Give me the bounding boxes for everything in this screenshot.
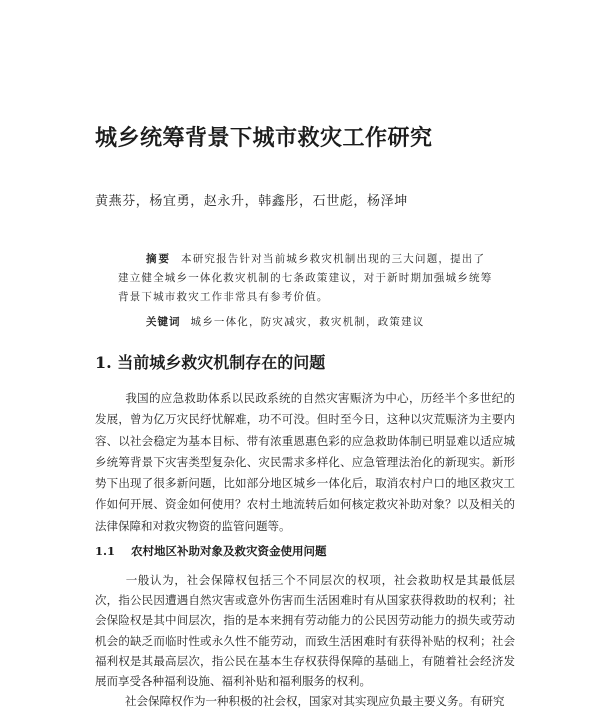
keywords-text: 城乡一体化，防灾减灾，救灾机制，政策建议	[190, 316, 425, 328]
keywords	[146, 314, 425, 329]
keywords-label: 关键词	[146, 316, 181, 328]
section-1-1-heading	[95, 543, 327, 559]
paper-title: 城乡统筹背景下城市救灾工作研究	[95, 125, 433, 151]
abstract-text: 本研究报告针对当前城乡救灾机制出现的三大问题，提出了建立健全城乡一体化救灾机制的七条政策建议，对于新时期加强城乡统筹背景下城市救灾工作非常具有参考价值。	[118, 253, 493, 303]
abstract	[118, 250, 496, 307]
section-1-1-paragraph	[95, 570, 515, 711]
author-list: 黄燕芬，杨宜勇，赵永升，韩鑫彤，石世彪，杨泽坤	[95, 194, 408, 209]
section-1-1-text-2: 社会保障权作为一种积极的社会权，国家对其实现应负最主要义务。有研究	[125, 694, 505, 709]
section-1-paragraph	[95, 388, 515, 537]
abstract-label: 摘要	[146, 253, 171, 265]
section-1-1-title: 农村地区补助对象及救灾资金使用问题	[131, 544, 327, 558]
section-1-1-text: 一般认为，社会保障权包括三个不同层次的权项，社会救助权是其最低层次，指公民因遭遇自然灾害或意外伤害而生活困难时有从国家获得救助的权利；社会保险权是其中间层次，指的是本来拥有劳动能力的公民因劳动能力的损失或劳动机会的缺乏而临时性或永久性不能劳动，而致生活困难时有获得补贴的权利；社会福利权是其最高层次，指公民在基本生存权获得保障的基础上，有随着社会经济发展而享受各种福利设施、福利补贴和福利服务的权利。	[95, 573, 515, 689]
section-1-heading: 1. 当前城乡救灾机制存在的问题	[95, 353, 326, 372]
section-1-1-number: 1.1	[95, 544, 116, 558]
section-1-text: 我国的应急救助体系以民政系统的自然灾害赈济为中心，历经半个多世纪的发展，曾为亿万灾民纾忧解难，功不可没。但时至今日，这种以灾荒赈济为主要内容、以社会稳定为基本目标、带有浓重恩惠色彩的应急救助体制已明显难以适应城乡统筹背景下灾害类型复杂化、灾民需求多样化、应急管理法治化的新现实。新形势下出现了很多新问题，比如部分地区城乡一体化后，取消农村户口的地区救灾工作如何开展、资金如何使用？农村土地流转后如何核定救灾补助对象？以及相关的法律保障和对救灾物资的监管问题等。	[95, 391, 515, 533]
